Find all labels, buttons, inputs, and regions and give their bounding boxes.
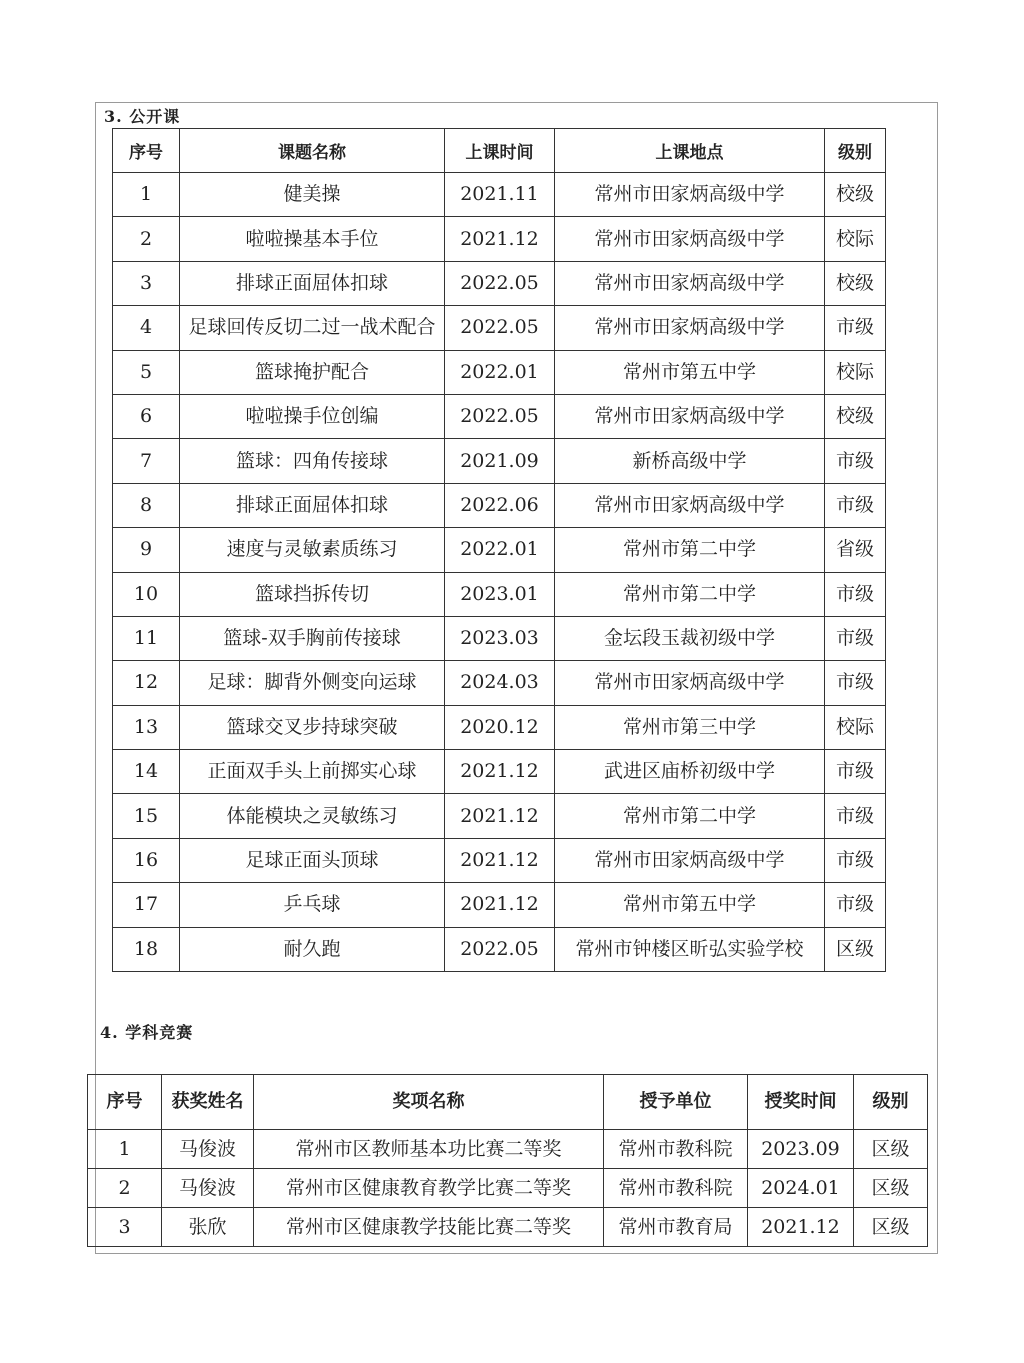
table-cell — [445, 350, 555, 394]
cell-level: 区级 — [835, 937, 874, 960]
table-cell — [113, 394, 180, 438]
table-cell — [180, 394, 445, 438]
table-cell — [445, 483, 555, 527]
header-time: 上课时间 — [445, 129, 555, 173]
table-cell — [825, 661, 886, 705]
table-cell — [445, 306, 555, 350]
table-cell — [555, 261, 825, 305]
table-cell — [113, 306, 180, 350]
cell-topic: 体能模块之灵敏练习 — [226, 804, 398, 827]
cell-place: 常州市田家炳高级中学 — [594, 271, 785, 294]
cell-place: 常州市第二中学 — [622, 804, 756, 827]
table-cell — [748, 1208, 854, 1247]
cell-time: 2023.01 — [460, 582, 539, 605]
table-cell — [254, 1130, 604, 1169]
cell-no: 9 — [139, 538, 153, 561]
cell-level: 市级 — [835, 316, 874, 339]
table-cell — [825, 217, 886, 261]
table-cell — [555, 927, 825, 971]
table-cell — [825, 483, 886, 527]
cell-no: 17 — [133, 893, 159, 916]
cell-topic: 足球正面头顶球 — [245, 849, 379, 872]
cell-time: 2021.12 — [761, 1215, 840, 1238]
cell-topic: 篮球-双手胸前传接球 — [223, 627, 401, 650]
table-cell — [555, 217, 825, 261]
cell-unit: 常州市教育局 — [618, 1215, 733, 1238]
table-cell — [604, 1208, 748, 1247]
table-cell — [555, 394, 825, 438]
table-row — [113, 572, 886, 616]
cell-time: 2021.12 — [460, 893, 539, 916]
table-row — [113, 838, 886, 882]
cell-time: 2022.01 — [460, 538, 539, 561]
table-cell — [854, 1169, 928, 1208]
table-cell — [555, 528, 825, 572]
cell-level: 校级 — [835, 405, 874, 428]
cell-topic: 速度与灵敏素质练习 — [226, 538, 398, 561]
table-cell — [113, 661, 180, 705]
cell-time: 2022.05 — [460, 405, 539, 428]
cell-level: 省级 — [835, 538, 874, 561]
table-cell — [604, 1169, 748, 1208]
header-unit: 授予单位 — [604, 1075, 748, 1130]
table-cell — [162, 1208, 254, 1247]
cell-no: 3 — [118, 1215, 131, 1238]
table-cell — [445, 572, 555, 616]
cell-topic: 篮球挡拆传切 — [254, 582, 369, 605]
table-cell — [445, 217, 555, 261]
cell-no: 13 — [133, 715, 159, 738]
table-cell — [445, 794, 555, 838]
cell-no: 2 — [118, 1176, 131, 1199]
table-cell — [825, 750, 886, 794]
cell-time: 2022.05 — [460, 271, 539, 294]
table-row — [113, 705, 886, 749]
table-cell — [825, 794, 886, 838]
table-cell — [445, 705, 555, 749]
table-cell — [555, 572, 825, 616]
table-cell — [180, 350, 445, 394]
header-topic: 课题名称 — [180, 129, 445, 173]
table-cell — [555, 661, 825, 705]
table-cell — [445, 838, 555, 882]
table-cell — [113, 927, 180, 971]
cell-level: 校际 — [835, 360, 874, 383]
table-cell — [445, 616, 555, 660]
cell-no: 2 — [139, 227, 153, 250]
table-header-row — [88, 1075, 928, 1130]
table-cell — [180, 794, 445, 838]
table-cell — [162, 1130, 254, 1169]
cell-no: 6 — [139, 405, 153, 428]
cell-award: 常州市区教师基本功比赛二等奖 — [295, 1137, 562, 1160]
table-cell — [445, 528, 555, 572]
table-cell — [748, 1130, 854, 1169]
section-3-title: 3. 公开课 — [104, 107, 181, 126]
table-cell — [113, 616, 180, 660]
table-cell — [555, 883, 825, 927]
table-cell — [555, 306, 825, 350]
table-cell — [180, 705, 445, 749]
cell-no: 4 — [139, 316, 153, 339]
cell-level: 市级 — [835, 671, 874, 694]
table-cell — [445, 439, 555, 483]
table-row — [113, 439, 886, 483]
table-cell — [180, 439, 445, 483]
table-cell — [113, 750, 180, 794]
cell-topic: 耐久跑 — [283, 937, 341, 960]
table-cell — [748, 1169, 854, 1208]
cell-topic: 啦啦操手位创编 — [245, 405, 379, 428]
cell-time: 2023.03 — [460, 627, 539, 650]
table-cell — [555, 838, 825, 882]
cell-no: 15 — [133, 804, 159, 827]
cell-level: 校级 — [835, 183, 874, 206]
table-cell — [180, 217, 445, 261]
cell-time: 2020.12 — [460, 715, 539, 738]
cell-topic: 足球：脚背外侧变向运球 — [207, 671, 417, 694]
cell-unit: 常州市教科院 — [618, 1176, 733, 1199]
cell-topic: 篮球交叉步持球突破 — [226, 715, 398, 738]
cell-no: 10 — [133, 582, 159, 605]
table-row — [88, 1169, 928, 1208]
table-cell — [180, 173, 445, 217]
cell-time: 2024.03 — [460, 671, 539, 694]
table-row — [113, 217, 886, 261]
table-cell — [88, 1208, 162, 1247]
table-row — [113, 350, 886, 394]
table-cell — [825, 572, 886, 616]
cell-level: 市级 — [835, 804, 874, 827]
table-cell — [180, 261, 445, 305]
table-cell — [113, 350, 180, 394]
open-class-table — [112, 128, 886, 972]
cell-time: 2024.01 — [761, 1176, 840, 1199]
header-no: 序号 — [113, 129, 180, 173]
table-row — [113, 750, 886, 794]
cell-time: 2023.09 — [761, 1137, 840, 1160]
cell-name: 马俊波 — [178, 1176, 236, 1199]
cell-place: 常州市钟楼区昕弘实验学校 — [575, 937, 804, 960]
table-cell — [180, 483, 445, 527]
cell-level: 校际 — [835, 715, 874, 738]
cell-place: 常州市田家炳高级中学 — [594, 183, 785, 206]
table-cell — [113, 794, 180, 838]
cell-unit: 常州市教科院 — [618, 1137, 733, 1160]
table-cell — [180, 750, 445, 794]
cell-award: 常州市区健康教学技能比赛二等奖 — [285, 1215, 571, 1238]
table-cell — [825, 394, 886, 438]
table-cell — [180, 528, 445, 572]
table-cell — [825, 439, 886, 483]
table-cell — [555, 350, 825, 394]
header-time: 授奖时间 — [748, 1075, 854, 1130]
cell-topic: 正面双手头上前掷实心球 — [207, 760, 417, 783]
cell-level: 区级 — [871, 1176, 910, 1199]
table-cell — [555, 483, 825, 527]
table-cell — [254, 1169, 604, 1208]
cell-place: 常州市第五中学 — [622, 360, 756, 383]
cell-no: 7 — [139, 449, 153, 472]
cell-time: 2022.05 — [460, 937, 539, 960]
section-4-title: 4. 学科竞赛 — [100, 1023, 194, 1042]
cell-award: 常州市区健康教育教学比赛二等奖 — [285, 1176, 571, 1199]
table-cell — [555, 750, 825, 794]
table-cell — [113, 217, 180, 261]
cell-level: 区级 — [871, 1215, 910, 1238]
table-cell — [825, 616, 886, 660]
cell-place: 常州市田家炳高级中学 — [594, 316, 785, 339]
cell-level: 市级 — [835, 493, 874, 516]
table-row — [113, 173, 886, 217]
cell-level: 市级 — [835, 849, 874, 872]
table-cell — [555, 616, 825, 660]
table-row — [113, 661, 886, 705]
table-cell — [113, 261, 180, 305]
cell-level: 市级 — [835, 893, 874, 916]
table-cell — [555, 439, 825, 483]
table-cell — [825, 350, 886, 394]
table-row — [113, 794, 886, 838]
table-cell — [445, 883, 555, 927]
table-cell — [555, 705, 825, 749]
table-row — [88, 1130, 928, 1169]
table-cell — [180, 616, 445, 660]
cell-topic: 篮球：四角传接球 — [235, 449, 388, 472]
header-name: 获奖姓名 — [162, 1075, 254, 1130]
header-award: 奖项名称 — [254, 1075, 604, 1130]
header-place: 上课地点 — [555, 129, 825, 173]
table-cell — [854, 1208, 928, 1247]
cell-level: 市级 — [835, 627, 874, 650]
cell-name: 马俊波 — [178, 1137, 236, 1160]
header-level: 级别 — [854, 1075, 928, 1130]
cell-no: 5 — [139, 360, 153, 383]
cell-topic: 排球正面屈体扣球 — [235, 493, 388, 516]
table-cell — [445, 927, 555, 971]
cell-topic: 健美操 — [283, 183, 341, 206]
cell-time: 2021.12 — [460, 760, 539, 783]
table-cell — [825, 838, 886, 882]
cell-topic: 篮球掩护配合 — [254, 360, 369, 383]
cell-place: 常州市第三中学 — [622, 715, 756, 738]
table-cell — [445, 261, 555, 305]
cell-level: 校级 — [835, 271, 874, 294]
cell-no: 18 — [133, 937, 159, 960]
header-no: 序号 — [88, 1075, 162, 1130]
table-cell — [555, 794, 825, 838]
table-cell — [555, 173, 825, 217]
cell-time: 2021.11 — [460, 183, 539, 206]
cell-place: 常州市田家炳高级中学 — [594, 849, 785, 872]
cell-place: 常州市田家炳高级中学 — [594, 493, 785, 516]
table-cell — [180, 661, 445, 705]
cell-topic: 足球回传反切二过一战术配合 — [188, 316, 436, 339]
cell-time: 2021.12 — [460, 804, 539, 827]
cell-no: 3 — [139, 271, 153, 294]
cell-place: 常州市第五中学 — [622, 893, 756, 916]
table-cell — [113, 838, 180, 882]
cell-no: 1 — [118, 1137, 131, 1160]
cell-no: 16 — [133, 849, 159, 872]
table-cell — [113, 483, 180, 527]
cell-level: 市级 — [835, 449, 874, 472]
table-cell — [445, 173, 555, 217]
table-cell — [825, 261, 886, 305]
cell-place: 金坛段玉裁初级中学 — [603, 627, 775, 650]
table-cell — [825, 883, 886, 927]
cell-level: 市级 — [835, 582, 874, 605]
cell-time: 2022.01 — [460, 360, 539, 383]
table-cell — [825, 173, 886, 217]
cell-place: 新桥高级中学 — [632, 449, 747, 472]
table-cell — [113, 528, 180, 572]
table-cell — [825, 528, 886, 572]
cell-time: 2022.06 — [460, 493, 539, 516]
table-row — [113, 528, 886, 572]
cell-no: 8 — [139, 493, 153, 516]
cell-level: 市级 — [835, 760, 874, 783]
table-cell — [113, 439, 180, 483]
table-cell — [604, 1130, 748, 1169]
cell-level: 区级 — [871, 1137, 910, 1160]
cell-topic: 排球正面屈体扣球 — [235, 271, 388, 294]
cell-level: 校际 — [835, 227, 874, 250]
table-header-row — [113, 129, 886, 173]
table-cell — [445, 750, 555, 794]
cell-time: 2022.05 — [460, 316, 539, 339]
table-row — [113, 261, 886, 305]
cell-time: 2021.12 — [460, 849, 539, 872]
table-cell — [180, 306, 445, 350]
table-cell — [113, 173, 180, 217]
cell-place: 常州市田家炳高级中学 — [594, 405, 785, 428]
table-cell — [854, 1130, 928, 1169]
table-cell — [180, 838, 445, 882]
cell-place: 常州市田家炳高级中学 — [594, 227, 785, 250]
table-row — [113, 883, 886, 927]
table-cell — [825, 927, 886, 971]
table-row — [88, 1208, 928, 1247]
cell-no: 14 — [133, 760, 159, 783]
table-row — [113, 394, 886, 438]
table-cell — [180, 927, 445, 971]
cell-place: 常州市第二中学 — [622, 538, 756, 561]
table-cell — [162, 1169, 254, 1208]
table-cell — [180, 572, 445, 616]
cell-topic: 啦啦操基本手位 — [245, 227, 379, 250]
table-cell — [825, 306, 886, 350]
table-cell — [113, 883, 180, 927]
table-cell — [113, 705, 180, 749]
cell-no: 1 — [139, 183, 153, 206]
table-cell — [88, 1130, 162, 1169]
cell-time: 2021.12 — [460, 227, 539, 250]
table-cell — [825, 705, 886, 749]
table-cell — [113, 572, 180, 616]
table-row — [113, 927, 886, 971]
cell-place: 常州市第二中学 — [622, 582, 756, 605]
cell-no: 12 — [133, 671, 159, 694]
table-cell — [88, 1169, 162, 1208]
table-row — [113, 616, 886, 660]
table-row — [113, 306, 886, 350]
cell-no: 11 — [133, 627, 159, 650]
cell-topic: 乒乓球 — [283, 893, 341, 916]
table-row — [113, 483, 886, 527]
cell-place: 武进区庙桥初级中学 — [603, 760, 775, 783]
table-cell — [445, 661, 555, 705]
table-cell — [445, 394, 555, 438]
header-level: 级别 — [825, 129, 886, 173]
competition-table — [87, 1074, 928, 1247]
cell-time: 2021.09 — [460, 449, 539, 472]
table-cell — [180, 883, 445, 927]
table-cell — [254, 1208, 604, 1247]
cell-place: 常州市田家炳高级中学 — [594, 671, 785, 694]
cell-name: 张欣 — [188, 1215, 227, 1238]
